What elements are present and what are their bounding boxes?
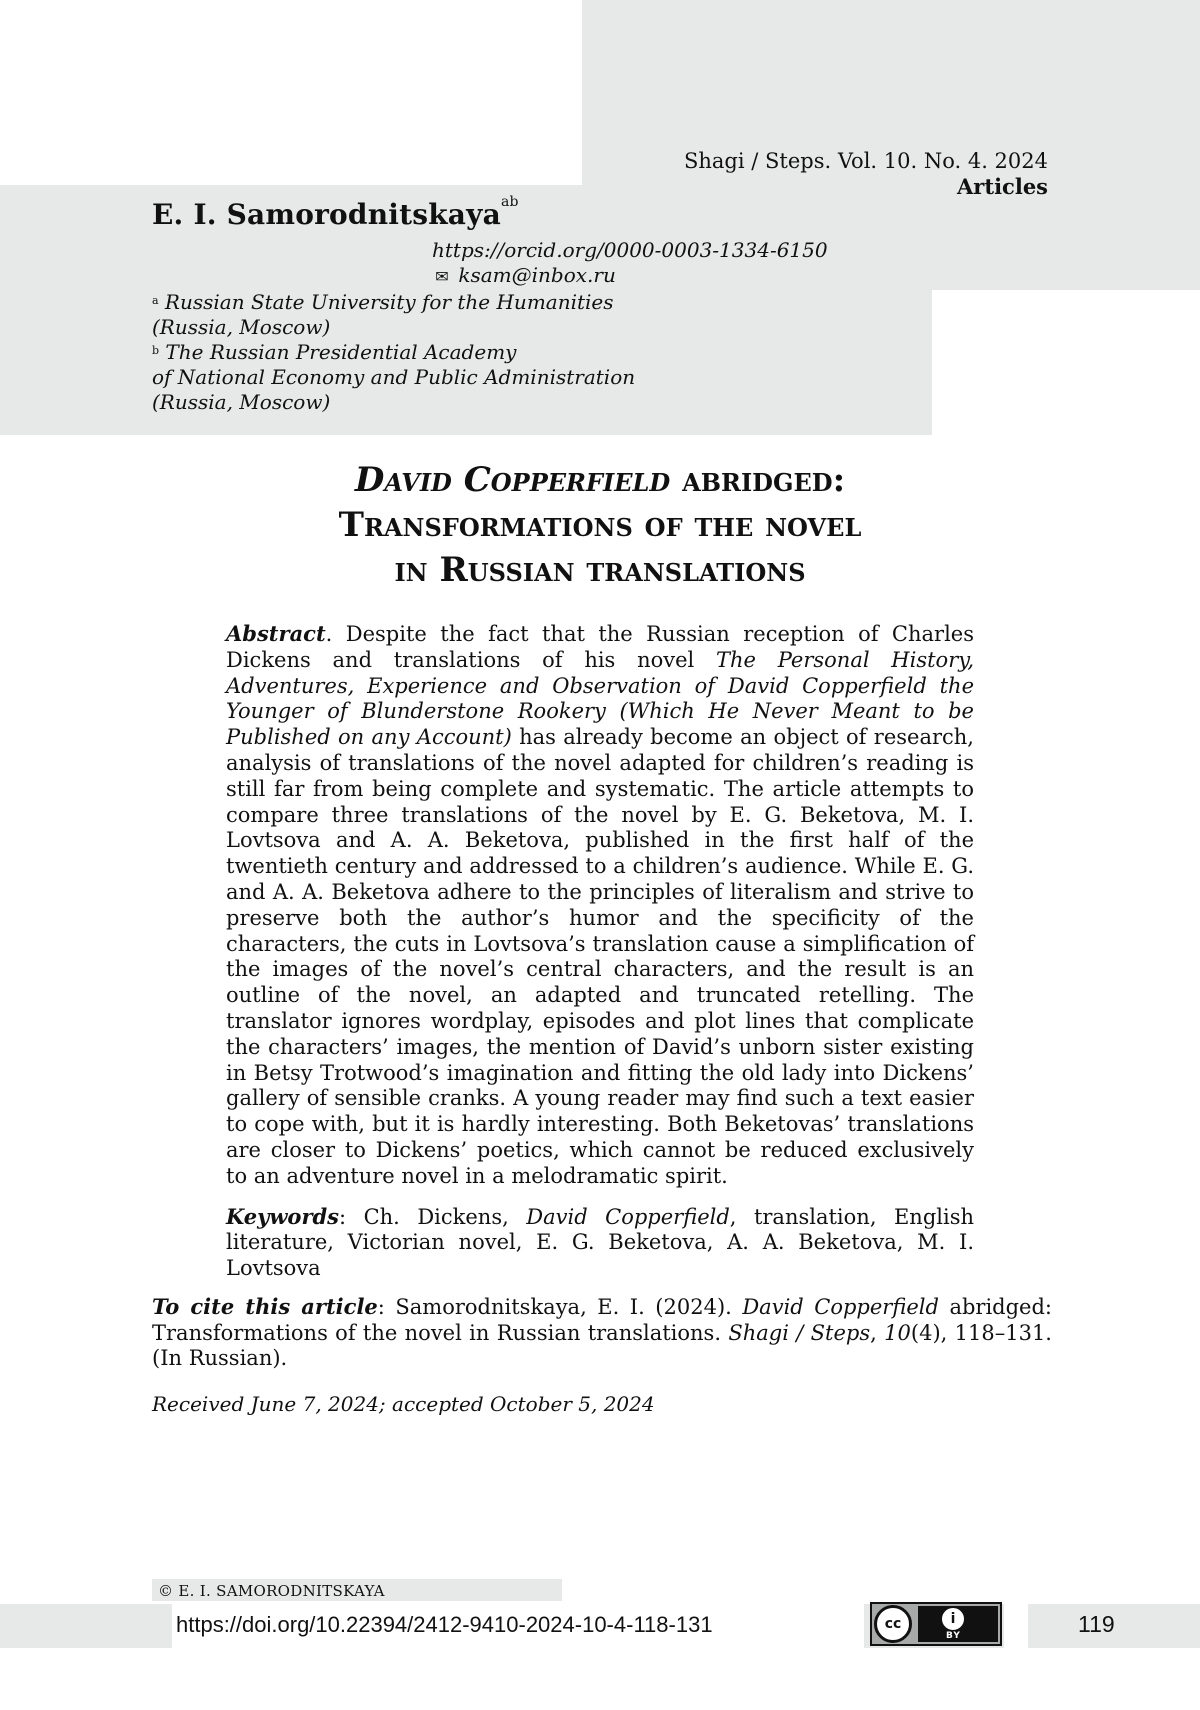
citation-label: To cite this article	[152, 1294, 378, 1319]
keywords-label: Keywords	[226, 1203, 340, 1229]
received-dates: Received June 7, 2024; accepted October 5, 2024	[152, 1392, 655, 1416]
section-label: Articles	[957, 174, 1048, 199]
title-line2: Transformations of the novel	[338, 505, 862, 545]
abstract-text-1: . Despite the fact that the Russian reception of Charles Dickens and translations of his novel	[226, 622, 974, 672]
author-name-block	[152, 194, 519, 231]
journal-header	[684, 148, 1048, 200]
by-label: BY	[946, 1631, 961, 1641]
citation-block	[152, 1294, 1052, 1372]
citation-journal: Shagi / Steps	[728, 1320, 871, 1345]
abstract-block	[226, 621, 974, 1282]
citation-text-1: : Samorodnitskaya, E. I. (2024).	[377, 1295, 743, 1319]
abstract-label: Abstract	[226, 621, 326, 646]
citation-text-2: abridged: Transformations of the novel in Russian translations.	[152, 1295, 1052, 1345]
by-panel	[918, 1606, 998, 1642]
affil-a-location: (Russia, Moscow)	[152, 315, 331, 339]
envelope-icon: ✉	[435, 267, 449, 286]
affil-mark-a: a	[152, 294, 159, 307]
citation-text-3: ,	[870, 1320, 885, 1345]
page-number: 119	[1078, 1611, 1115, 1637]
title-novel-name: David Copperfield	[354, 460, 671, 500]
footer-gap	[1004, 1604, 1028, 1648]
affil-b-name-1: The Russian Presidential Academy	[165, 340, 517, 364]
journal-line: Shagi / Steps. Vol. 10. No. 4. 2024	[683, 149, 1048, 173]
keywords-italic: David Copperfield	[526, 1204, 730, 1229]
person-icon: i	[940, 1606, 966, 1632]
abstract-text-2: has already become an object of research, analysis of translations of the novel adapted for children’s reading is still far from being complete and systematic. The article attempts to compare three translations of the novel by E. G. Beketova, M. I. Lovtsova and A. A. Beketova, published in the first half of the twentieth century and addressed to a children’s audience. While E. G. and A. A. Beketova adhere to the principles of literalism and strive to preserve both the author’s humor and the specificity of the characters, the cuts in Lovtsova’s translation cause a simplification of the images of the novel’s central characters, and the result is an outline of the novel, an adapted and truncated retelling. The translator ignores wordplay, episodes and plot lines that complicate the characters’ images, the mention of David’s unborn sister existing in Betsy Trotwood’s imagination and fitting the old lady into Dickens’ gallery of sensible cranks. A young reader may find such a text easier to cope with, but it is hardly interesting. Both Beketovas’ translations are closer to Dickens’ poetics, which cannot be reduced exclusively to an adventure novel in a melodramatic spirit.	[226, 725, 974, 1188]
affiliations	[152, 290, 635, 415]
citation-text-4: (4), 118–131. (In Russian).	[152, 1320, 1052, 1370]
orcid-link[interactable]: https://orcid.org/0000-0003-1334-6150	[432, 238, 828, 262]
doi-link[interactable]: https://doi.org/10.22394/2412-9410-2024-10-4-118-131	[176, 1612, 713, 1637]
email-link[interactable]: ksam@inbox.ru	[458, 263, 616, 287]
citation-volume: 10	[884, 1320, 911, 1345]
author-name: E. I. Samorodnitskaya	[152, 198, 501, 231]
cc-circle-icon: cc	[874, 1605, 912, 1643]
author-affil-marks: ab	[500, 194, 519, 210]
title-line3: in Russian translations	[394, 550, 806, 590]
keywords-text-1: : Ch. Dickens,	[339, 1204, 527, 1229]
title-line1-rest: abridged:	[670, 460, 846, 500]
citation-novel-title: David Copperfield	[742, 1295, 939, 1319]
cc-by-icon[interactable]	[870, 1602, 1002, 1646]
copyright-notice: © E. I. SAMORODNITSKAYA	[158, 1582, 385, 1600]
author-contacts	[432, 238, 828, 289]
affil-mark-b: b	[152, 344, 160, 357]
article-title	[200, 458, 1000, 593]
abstract-paragraph	[226, 621, 974, 1190]
keywords-text-2: , translation, English literature, Victorian novel, E. G. Beketova, A. A. Beketova, M. I. Lovtsova	[226, 1204, 975, 1281]
keywords-paragraph	[226, 1204, 974, 1282]
affil-b-location: (Russia, Moscow)	[152, 390, 331, 414]
affil-b-name-2: of National Economy and Public Administration	[152, 365, 636, 389]
affil-a-name: Russian State University for the Humanities	[164, 290, 614, 314]
abstract-novel-title: The Personal History, Adventures, Experience and Observation of David Copperfield the Younger of Blunderstone Rookery (Which He Never Meant to be Published on any Account)	[226, 647, 974, 750]
